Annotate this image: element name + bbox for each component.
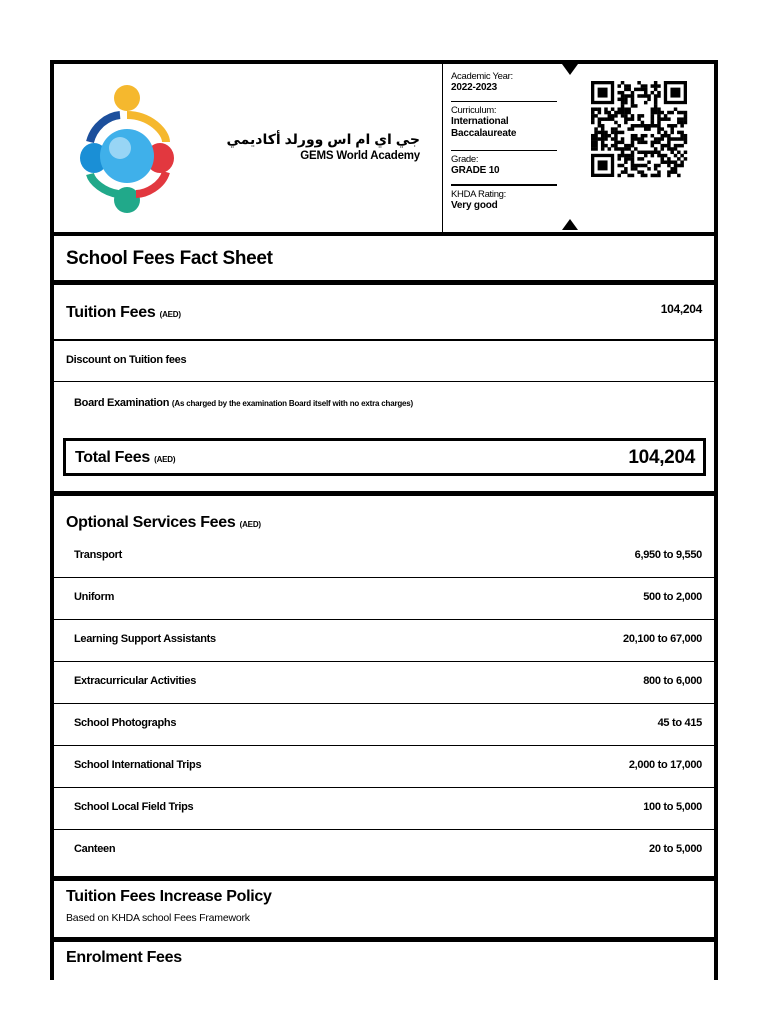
info-divider xyxy=(451,101,557,102)
academic-year-value: 2022-2023 xyxy=(451,82,498,93)
optional-services-header xyxy=(54,496,714,540)
enrolment-row xyxy=(54,942,714,984)
increase-policy-title: Tuition Fees Increase Policy xyxy=(66,888,272,905)
total-label: Total Fees xyxy=(75,449,150,466)
school-name-english: GEMS World Academy xyxy=(300,150,420,162)
fee-sheet xyxy=(50,60,718,980)
total-value: 104,204 xyxy=(628,447,695,468)
optional-service-row xyxy=(54,578,714,620)
triangle-marker-icon xyxy=(562,64,578,75)
qr-code-icon[interactable] xyxy=(589,79,689,199)
gems-logo xyxy=(70,82,182,218)
total-fees-box xyxy=(63,438,706,476)
khda-rating-label: KHDA Rating: xyxy=(451,189,507,200)
grade-value: GRADE 10 xyxy=(451,165,500,176)
total-unit: (AED) xyxy=(154,455,176,464)
optional-service-value: 500 to 2,000 xyxy=(643,591,702,603)
optional-service-value: 800 to 6,000 xyxy=(643,675,702,687)
school-info-panel xyxy=(442,64,581,232)
optional-service-label: School Photographs xyxy=(74,717,177,729)
curriculum-label: Curriculum: xyxy=(451,105,497,116)
optional-service-label: Uniform xyxy=(74,591,115,603)
board-exam-label: Board Examination xyxy=(74,397,170,409)
optional-service-row xyxy=(54,746,714,788)
discount-label: Discount on Tuition fees xyxy=(66,354,187,366)
enrolment-title: Enrolment Fees xyxy=(66,949,182,966)
academic-year-label: Academic Year: xyxy=(451,71,513,82)
board-exam-label-group xyxy=(74,397,413,409)
board-exam-row xyxy=(54,382,714,434)
school-name-arabic: جي اي ام اس وورلد أكاديمي xyxy=(226,131,420,147)
optional-service-label: Learning Support Assistants xyxy=(74,633,216,645)
tuition-unit: (AED) xyxy=(159,310,181,319)
curriculum-value-line1: International xyxy=(451,116,509,127)
optional-service-value: 45 to 415 xyxy=(657,717,702,729)
optional-service-row xyxy=(54,536,714,578)
optional-service-label: Canteen xyxy=(74,843,116,855)
optional-title-group xyxy=(66,514,261,532)
tuition-row xyxy=(54,285,714,339)
board-exam-note: (As charged by the examination Board itself with no extra charges) xyxy=(171,399,414,408)
discount-row xyxy=(54,341,714,381)
optional-service-label: School International Trips xyxy=(74,759,202,771)
academic-year xyxy=(451,71,574,94)
grade-label: Grade: xyxy=(451,154,479,165)
tuition-value: 104,204 xyxy=(660,302,702,316)
khda-rating-value: Very good xyxy=(451,200,498,211)
optional-service-value: 20 to 5,000 xyxy=(649,843,702,855)
curriculum xyxy=(451,105,574,140)
total-label-group xyxy=(75,449,175,467)
optional-service-value: 2,000 to 17,000 xyxy=(628,759,702,771)
increase-policy-row xyxy=(54,881,714,937)
info-divider xyxy=(451,184,557,186)
tuition-label-group xyxy=(66,304,181,322)
grade xyxy=(451,154,574,177)
optional-service-row xyxy=(54,704,714,746)
tuition-label: Tuition Fees xyxy=(66,304,156,321)
optional-service-value: 6,950 to 9,550 xyxy=(634,549,702,561)
optional-title: Optional Services Fees xyxy=(66,514,236,531)
khda-rating xyxy=(451,189,574,212)
optional-service-row xyxy=(54,662,714,704)
optional-unit: (AED) xyxy=(239,520,261,529)
optional-service-label: Transport xyxy=(74,549,123,561)
sheet-title: School Fees Fact Sheet xyxy=(66,248,273,269)
sheet-header xyxy=(54,64,714,232)
curriculum-value-line2: Baccalaureate xyxy=(451,128,517,139)
optional-service-value: 20,100 to 67,000 xyxy=(623,633,702,645)
optional-service-value: 100 to 5,000 xyxy=(643,801,702,813)
optional-service-label: School Local Field Trips xyxy=(74,801,194,813)
increase-policy-subtitle: Based on KHDA school Fees Framework xyxy=(66,912,250,924)
optional-service-row xyxy=(54,788,714,830)
info-divider xyxy=(451,150,557,151)
sheet-title-row xyxy=(54,236,714,280)
triangle-marker-icon xyxy=(562,219,578,230)
optional-service-label: Extracurricular Activities xyxy=(74,675,197,687)
school-name-block xyxy=(214,130,420,164)
optional-service-row xyxy=(54,830,714,872)
optional-service-row xyxy=(54,620,714,662)
